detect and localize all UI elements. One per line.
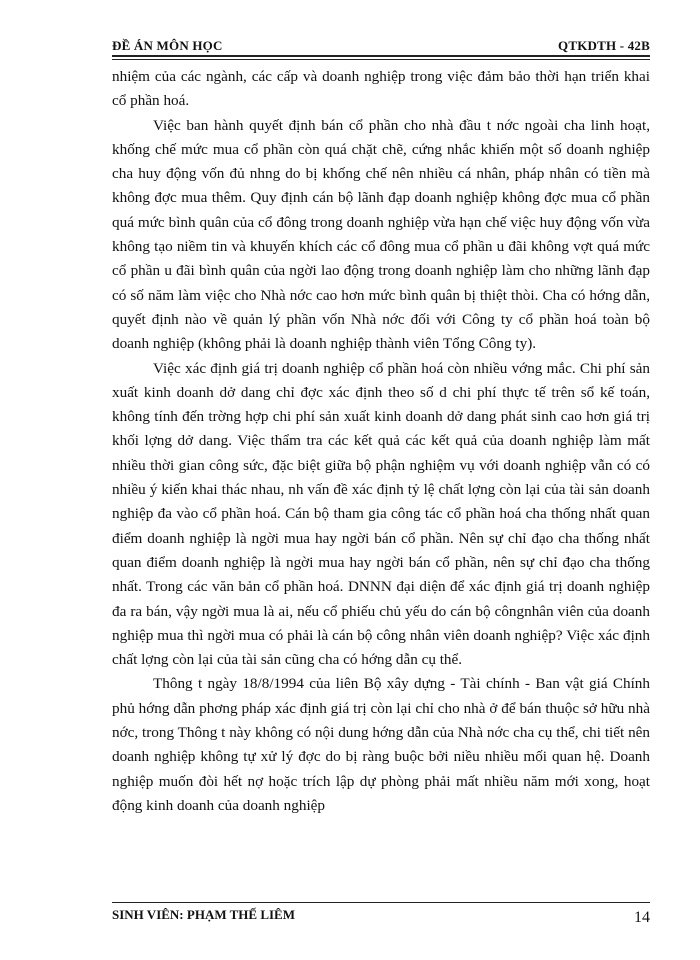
footer-student-name: SINH VIÊN: PHẠM THẾ LIÊM: [112, 907, 295, 922]
page-number: 14: [634, 909, 650, 926]
paragraph-circular: Thông t ngày 18/8/1994 của liên Bộ xây dựng - Tài chính - Ban vật giá Chính phủ hớng dẫn phơng pháp xác định giá trị còn lại chỉ cho nhà ở để bán thuộc sở hữu nhà nớc, trong Thông t này không có nội dung hớng dẫn của Nhà nớc cha cụ thể, chi tiết nên doanh nghiệp không tự xử lý đợc do bị ràng buộc bởi niều nhiều mối quan hệ. Doanh nghiệp muốn đòi hết nợ hoặc trích lập dự phòng phải mất nhiều năm mới xong, hoạt động kinh doanh của doanh nghiệp: [112, 675, 650, 814]
header-course-title: ĐỀ ÁN MÔN HỌC: [112, 38, 223, 53]
page-footer: [112, 907, 650, 929]
paragraph-valuation: Việc xác định giá trị doanh nghiệp cổ phần hoá còn nhiều vớng mắc. Chi phí sản xuất kinh doanh dở dang chỉ đợc xác định theo số d chi phí thực tế trên sổ kế toán, không tính đến trờng hợp chi phí sản xuất kinh doanh dở dang phát sinh cao hơn giá trị khối lợng dở dang. Việc thẩm tra các kết quả các kết quả của doanh nghiệp làm mất nhiều thời gian công sức, đặc biệt giữa bộ phận nghiệm vụ với doanh nghiệp vẫn có có nhiều ý kiến khai thác nhau, nh vấn đề xác định tỷ lệ chất lợng còn lại của tài sản doanh nghiệp đa vào cổ phần hoá. Cán bộ tham gia công tác cổ phần hoá cha thống nhất quan điểm doanh nghiệp là ngời mua hay ngời bán cổ phần. Nên sự chỉ đạo cha thống nhất quan điểm doanh nghiệp là ngời mua hay ngời bán cổ phần, nên sự chỉ đạo cha thống nhất. Trong các văn bản cổ phần hoá. DNNN đại diện để xác định giá trị doanh nghiệp đa ra bán, vậy ngời mua là ai, nếu cổ phiếu chủ yếu do cán bộ côngnhân viên của doanh nghiệp mua thì ngời mua có phải là cán bộ công nhân viên doanh nghiệp? Việc xác định chất lợng còn lại của tài sản cũng cha có hớng dẫn cụ thể.: [112, 359, 650, 669]
page-header: [112, 38, 650, 56]
header-rule: [112, 55, 650, 60]
document-body: [112, 65, 650, 818]
footer-rule: [112, 902, 650, 903]
header-class-code: QTKDTH - 42B: [558, 38, 650, 53]
paragraph-continuation: nhiệm của các ngành, các cấp và doanh nghiệp trong việc đảm bảo thời hạn triển khai cổ phần hoá.: [112, 68, 650, 110]
paragraph-share-sale: Việc ban hành quyết định bán cổ phần cho nhà đầu t nớc ngoài cha linh hoạt, khống chế mức mua cổ phần còn quá chặt chẽ, cứng nhắc khiến một số doanh nghiệp cha huy động vốn đủ nhng do bị khống chế nên nhiều cá nhân, pháp nhân có tiền mà không đợc mua thêm. Quy định cán bộ lãnh đạp doanh nghiệp không đợc mua cổ phần quá mức bình quân của cổ đông trong doanh nghiệp vừa hạn chế việc huy động vốn vừa không tạo niềm tin và khuyến khích các cổ đông mua cổ phần u đãi không vợt quá mức cổ phần u đãi bình quân của ngời lao động trong doanh nghiệp làm cho những lãnh đạp có số năm làm việc cho Nhà nớc cao hơn mức bình quân bị thiệt thòi. Cha có hớng dẫn, quyết định nào về quản lý phần vốn Nhà nớc đối với Công ty cổ phần hoá toàn bộ doanh nghiệp (không phải là doanh nghiệp thành viên Tổng Công ty).: [112, 116, 650, 353]
